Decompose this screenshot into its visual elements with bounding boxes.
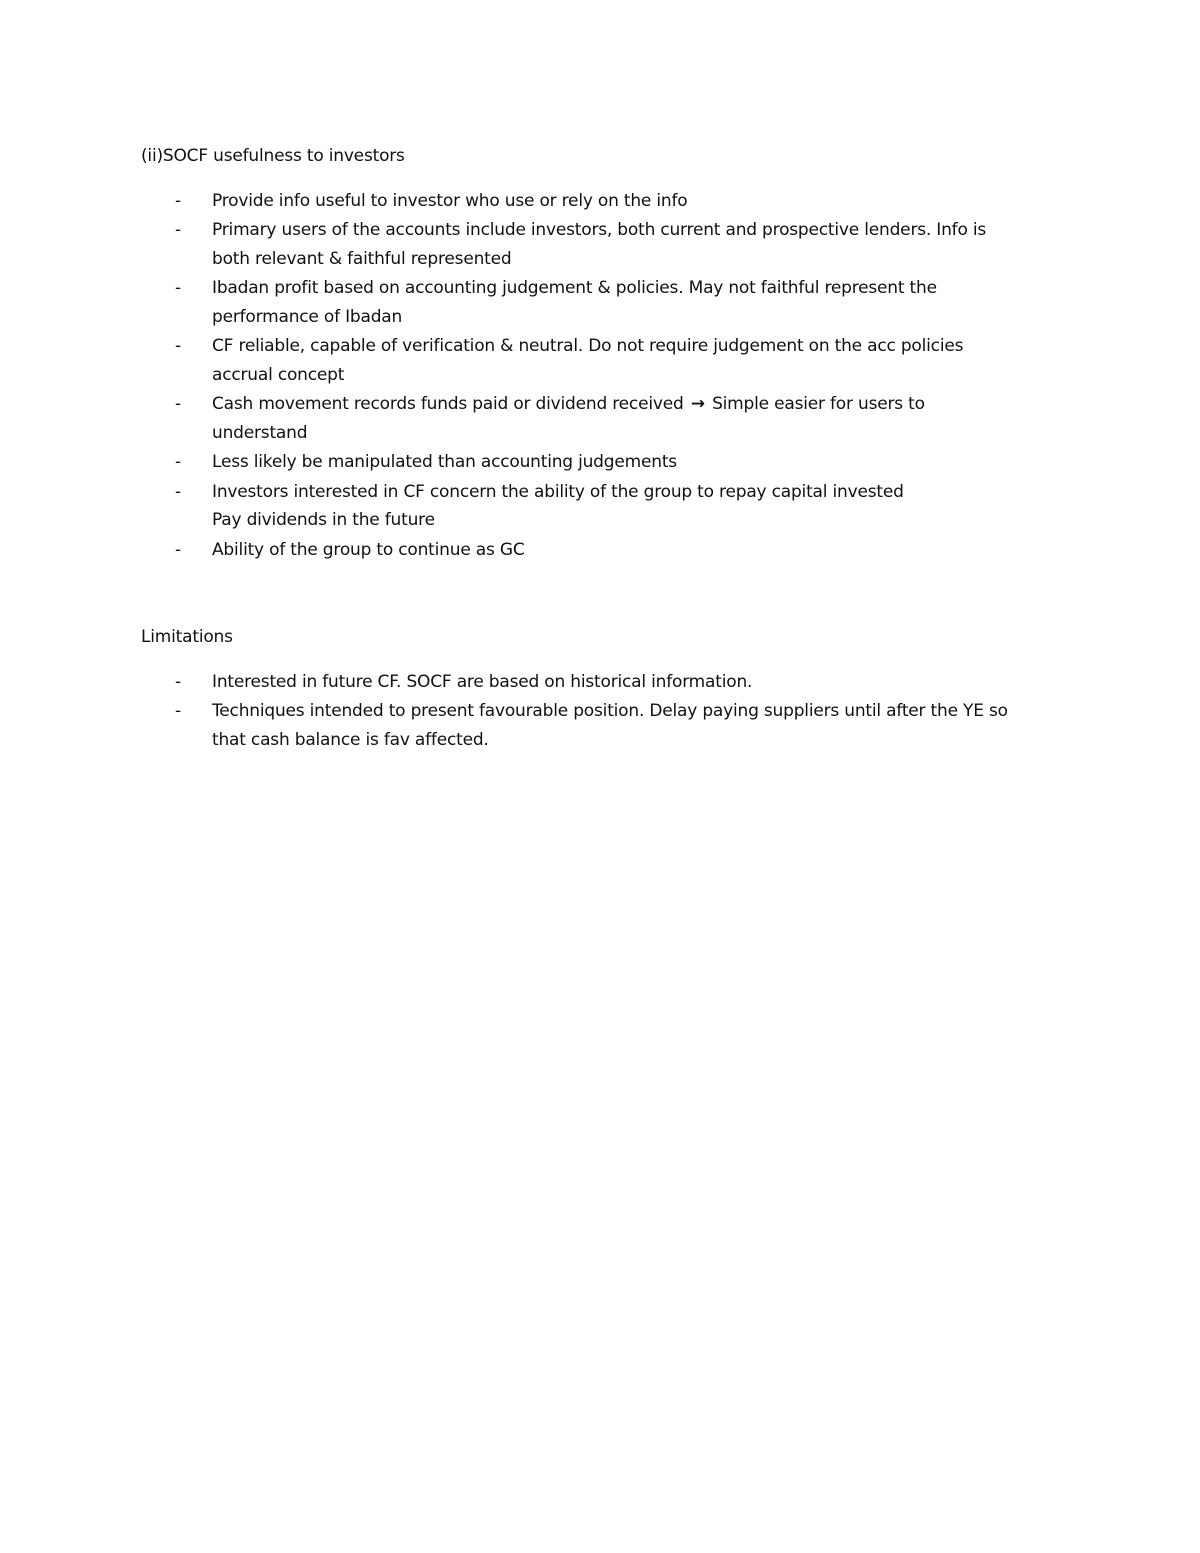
list-item xyxy=(141,187,1061,216)
document-content xyxy=(141,142,1061,755)
list-item-text: Interested in future CF. SOCF are based on historical information. xyxy=(212,671,753,692)
list-item-text-before-arrow: Cash movement records funds paid or dividend received xyxy=(212,394,684,414)
dash-bullet: - xyxy=(175,671,181,692)
section-spacer xyxy=(141,565,1061,623)
section-heading-socf-usefulness: (ii)SOCF usefulness to investors xyxy=(141,146,405,166)
usefulness-list xyxy=(141,187,1061,565)
list-item-text: Primary users of the accounts include investors, both current and prospective lenders. Info is xyxy=(212,220,987,240)
section-heading-limitations: Limitations xyxy=(141,627,233,647)
list-item-text: Techniques intended to present favourable position. Delay paying suppliers until after the YE so xyxy=(212,701,1008,721)
list-item-text-continued: accrual concept xyxy=(212,364,345,385)
list-item-text: CF reliable, capable of verification & neutral. Do not require judgement on the acc policies xyxy=(212,336,964,356)
list-item xyxy=(141,536,1061,565)
list-item-text-continued: understand xyxy=(212,422,308,443)
dash-bullet: - xyxy=(175,278,181,298)
list-item-text-after-arrow: Simple easier for users to xyxy=(712,394,925,414)
dash-bullet: - xyxy=(175,481,181,502)
list-item-text-with-arrow xyxy=(212,390,1061,419)
list-item xyxy=(141,274,1061,331)
dash-bullet: - xyxy=(175,452,181,472)
dash-bullet: - xyxy=(175,336,181,356)
list-item-text-continued: both relevant & faithful represented xyxy=(212,248,512,269)
list-item-text: Ibadan profit based on accounting judgement & policies. May not faithful represent the xyxy=(212,278,937,298)
dash-bullet: - xyxy=(175,190,181,211)
dash-bullet: - xyxy=(175,394,181,414)
dash-bullet: - xyxy=(175,539,181,560)
list-item xyxy=(141,668,1061,697)
list-item xyxy=(141,697,1061,754)
list-item xyxy=(141,332,1061,389)
list-item-text: Provide info useful to investor who use or rely on the info xyxy=(212,190,688,211)
list-item xyxy=(141,390,1061,447)
list-item xyxy=(141,478,1061,535)
limitations-list xyxy=(141,668,1061,755)
list-item-text-continued: Pay dividends in the future xyxy=(212,510,435,530)
right-arrow-icon: → xyxy=(690,394,705,414)
list-item-text: Less likely be manipulated than accounting judgements xyxy=(212,452,677,472)
list-item-text-continued: performance of Ibadan xyxy=(212,306,403,327)
dash-bullet: - xyxy=(175,220,181,240)
list-item xyxy=(141,448,1061,477)
dash-bullet: - xyxy=(175,701,181,721)
list-item xyxy=(141,216,1061,273)
list-item-text: Investors interested in CF concern the ability of the group to repay capital invested xyxy=(212,481,904,502)
list-item-text: Ability of the group to continue as GC xyxy=(212,539,525,560)
list-item-text-continued: that cash balance is fav affected. xyxy=(212,729,489,750)
